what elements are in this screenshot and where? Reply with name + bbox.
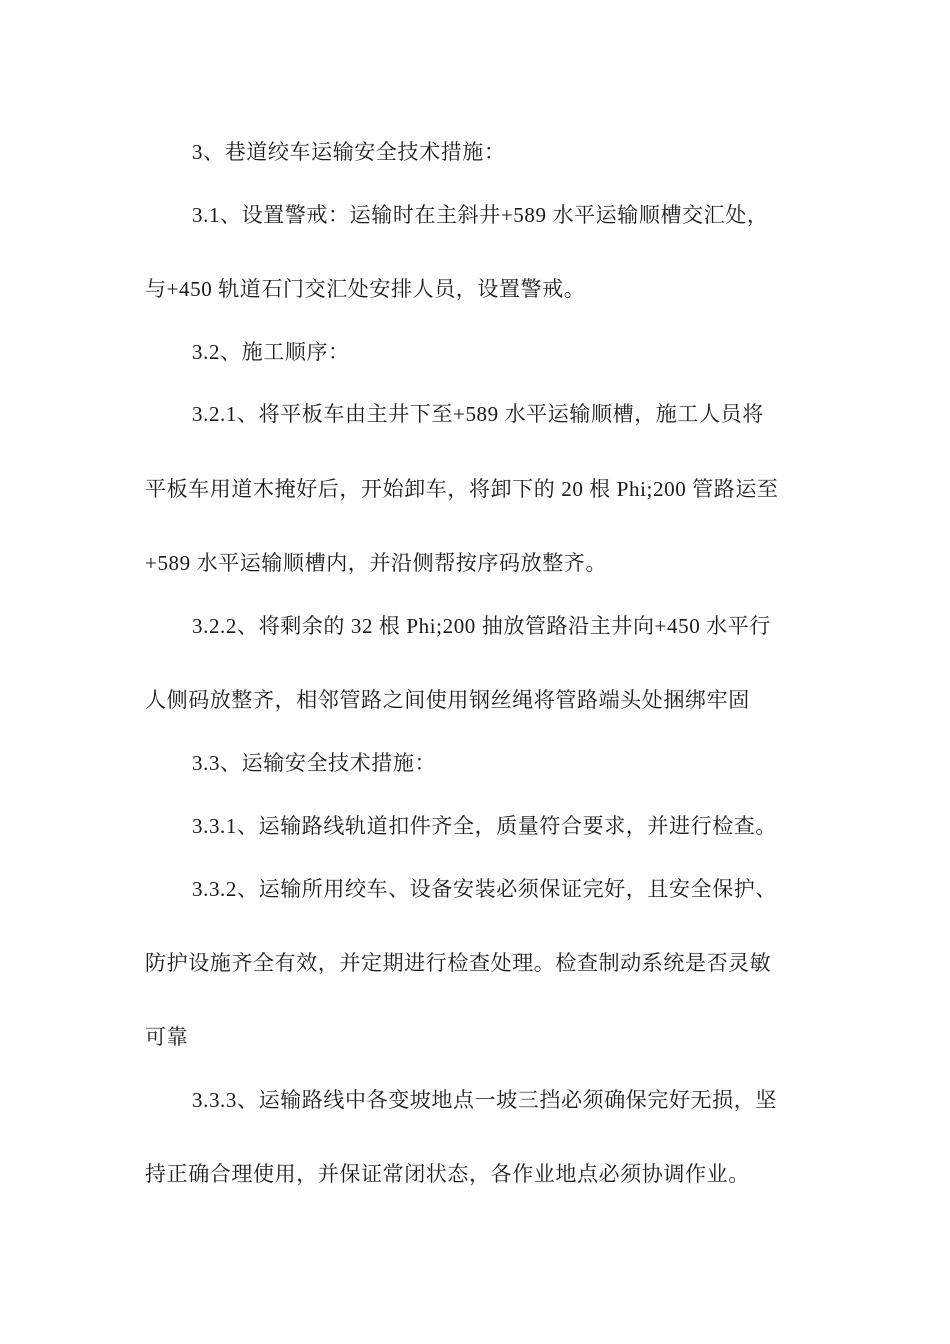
text-line: 平板车用道木掩好后，开始卸车，将卸下的 20 根 Phi;200 管路运至 [145,477,779,501]
text-line: 3.1、设置警戒：运输时在主斜井+589 水平运输顺槽交汇处， [192,203,769,227]
text-line: 持正确合理使用，并保证常闭状态，各作业地点必须协调作业。 [145,1162,750,1186]
text-line: 与+450 轨道石门交汇处安排人员，设置警戒。 [145,277,586,301]
text-line: 3、巷道绞车运输安全技术措施： [192,140,506,164]
text-line: 3.3.1、运输路线轨道扣件齐全，质量符合要求，并进行检查。 [192,814,777,838]
text-line: 3.2.2、将剩余的 32 根 Phi;200 抽放管路沿主井向+450 水平行 [192,614,771,638]
text-line: 3.3.2、运输所用绞车、设备安装必须保证完好，且安全保护、 [192,877,777,901]
text-line: 3.3.3、运输路线中各变坡地点一坡三挡必须确保完好无损，坚 [192,1088,777,1112]
text-line: 可靠 [145,1025,189,1049]
text-line: +589 水平运输顺槽内，并沿侧帮按序码放整齐。 [145,551,607,575]
text-line: 3.2.1、将平板车由主井下至+589 水平运输顺槽，施工人员将 [192,402,764,426]
text-line: 3.2、施工顺序： [192,340,350,364]
text-line: 人侧码放整齐，相邻管路之间使用钢丝绳将管路端头处捆绑牢固 [145,688,750,712]
text-line: 防护设施齐全有效，并定期进行检查处理。检查制动系统是否灵敏 [145,951,772,975]
text-line: 3.3、运输安全技术措施： [192,751,437,775]
